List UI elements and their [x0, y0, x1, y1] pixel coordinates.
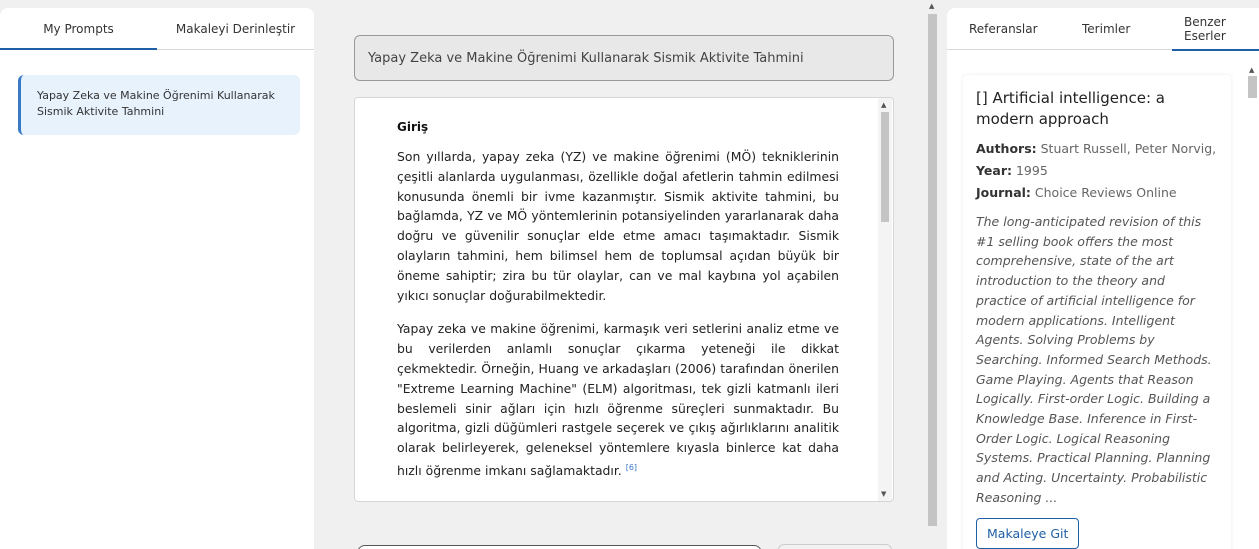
- article-title-field[interactable]: [354, 35, 894, 81]
- main-scrollbar[interactable]: [926, 0, 939, 549]
- reference-journal: Journal: Choice Reviews Online: [976, 185, 1177, 200]
- document-scroll-thumb[interactable]: [881, 112, 889, 222]
- article-document[interactable]: [354, 97, 894, 502]
- submit-button[interactable]: [778, 544, 892, 549]
- prompt-list-item[interactable]: Yapay Zeka ve Makine Öğrenimi Kullanarak Sismik Aktivite Tahmini: [18, 75, 300, 135]
- prompt-input[interactable]: [357, 545, 762, 549]
- paragraph: Son yıllarda, yapay zeka (YZ) ve makine öğrenimi (MÖ) tekniklerinin çeşitli alanlarda uygulanması, özellikle doğal afetlerin tahmin edilmesi konusunda önemli bir ivme kazanmıştır. Sismik aktivite tahmini, bu bağlamda, YZ ve MÖ yöntemlerinin potansiyelinden yararlanarak daha doğru ve güvenilir sonuçlar elde etme amacı taşımaktadır. Sismik olayların tahmini, hem bilimsel hem de toplumsal açıdan büyük bir öneme sahiptir; zira bu tür olaylar, can ve mal kaybına yol açabilen yıkıcı sonuçlar doğurabilmektedir.: [397, 149, 839, 303]
- scroll-up-icon[interactable]: ▲: [929, 2, 935, 10]
- paragraph-text: Yapay zeka ve makine öğrenimi, karmaşık veri setlerini analiz etme ve bu verilerden anlamlı sonuçlar çıkarma yeteneği ile dikkat çekmektedir. Örneğin, Huang ve arkadaşları (2006) tarafından önerilen "Extreme Learning Machine" (ELM) algoritması, tek gizli katmanlı ileri beslemeli sinir ağları için hızlı öğrenme süreçleri sunmaktadır. Bu algoritma, gizli düğümleri rastgele seçerek ve çıkış ağırlıklarını analitik olarak belirleyerek, geleneksel yöntemlere kıyasla binlerce kat daha hızlı öğrenme imkanı sağlamaktadır.: [397, 321, 839, 479]
- reference-abstract: The long-anticipated revision of this #1 selling book offers the most comprehensive, state of the art introduction to the theory and practice of artificial intelligence for modern applications. Intelligent Agents. Solving Problems by Searching. Informed Search Methods. Game Playing. Agents that Reason Logically. First-order Logic. Building a Knowledge Base. Inference in First-Order Logic. Logical Reasoning Systems. Practical Planning. Planning and Acting. Uncertainty. Probabilistic Reasoning ...: [976, 214, 1212, 505]
- citation-link[interactable]: [6]: [625, 462, 638, 472]
- left-tabs: [0, 8, 314, 50]
- scroll-up-icon[interactable]: ▲: [1249, 66, 1255, 74]
- tab-benzer-eserler[interactable]: Benzer Eserler: [1184, 8, 1259, 50]
- left-panel: [0, 8, 314, 549]
- right-scroll-thumb[interactable]: [1248, 76, 1257, 98]
- article-title-value: Yapay Zeka ve Makine Öğrenimi Kullanarak Sismik Aktivite Tahmini: [368, 50, 804, 66]
- scroll-down-icon[interactable]: ▼: [881, 490, 887, 498]
- right-scrollbar[interactable]: [1246, 66, 1259, 549]
- go-to-article-button[interactable]: Makaleye Git: [976, 518, 1079, 549]
- reference-card: [963, 75, 1231, 549]
- scroll-up-icon[interactable]: ▲: [881, 101, 887, 109]
- editor-area: [323, 8, 923, 549]
- article-content: [397, 120, 839, 495]
- tab-referanslar[interactable]: Referanslar: [969, 22, 1038, 36]
- tab-makaleyi-derinlestir[interactable]: Makaleyi Derinleştir: [175, 21, 296, 36]
- reference-title: [] Artificial intelligence: a modern approach: [976, 89, 1165, 128]
- section-heading: Giriş: [397, 120, 429, 134]
- tab-terimler[interactable]: Terimler: [1082, 22, 1131, 36]
- document-scrollbar[interactable]: [878, 98, 892, 501]
- tab-my-prompts[interactable]: My Prompts: [0, 8, 157, 49]
- paragraph: [397, 319, 839, 481]
- main-scroll-thumb[interactable]: [928, 14, 937, 526]
- reference-year: Year: 1995: [976, 163, 1048, 178]
- reference-authors: Authors: Stuart Russell, Peter Norvig,: [976, 141, 1217, 156]
- right-panel: [947, 8, 1259, 549]
- right-tabs: [947, 8, 1259, 50]
